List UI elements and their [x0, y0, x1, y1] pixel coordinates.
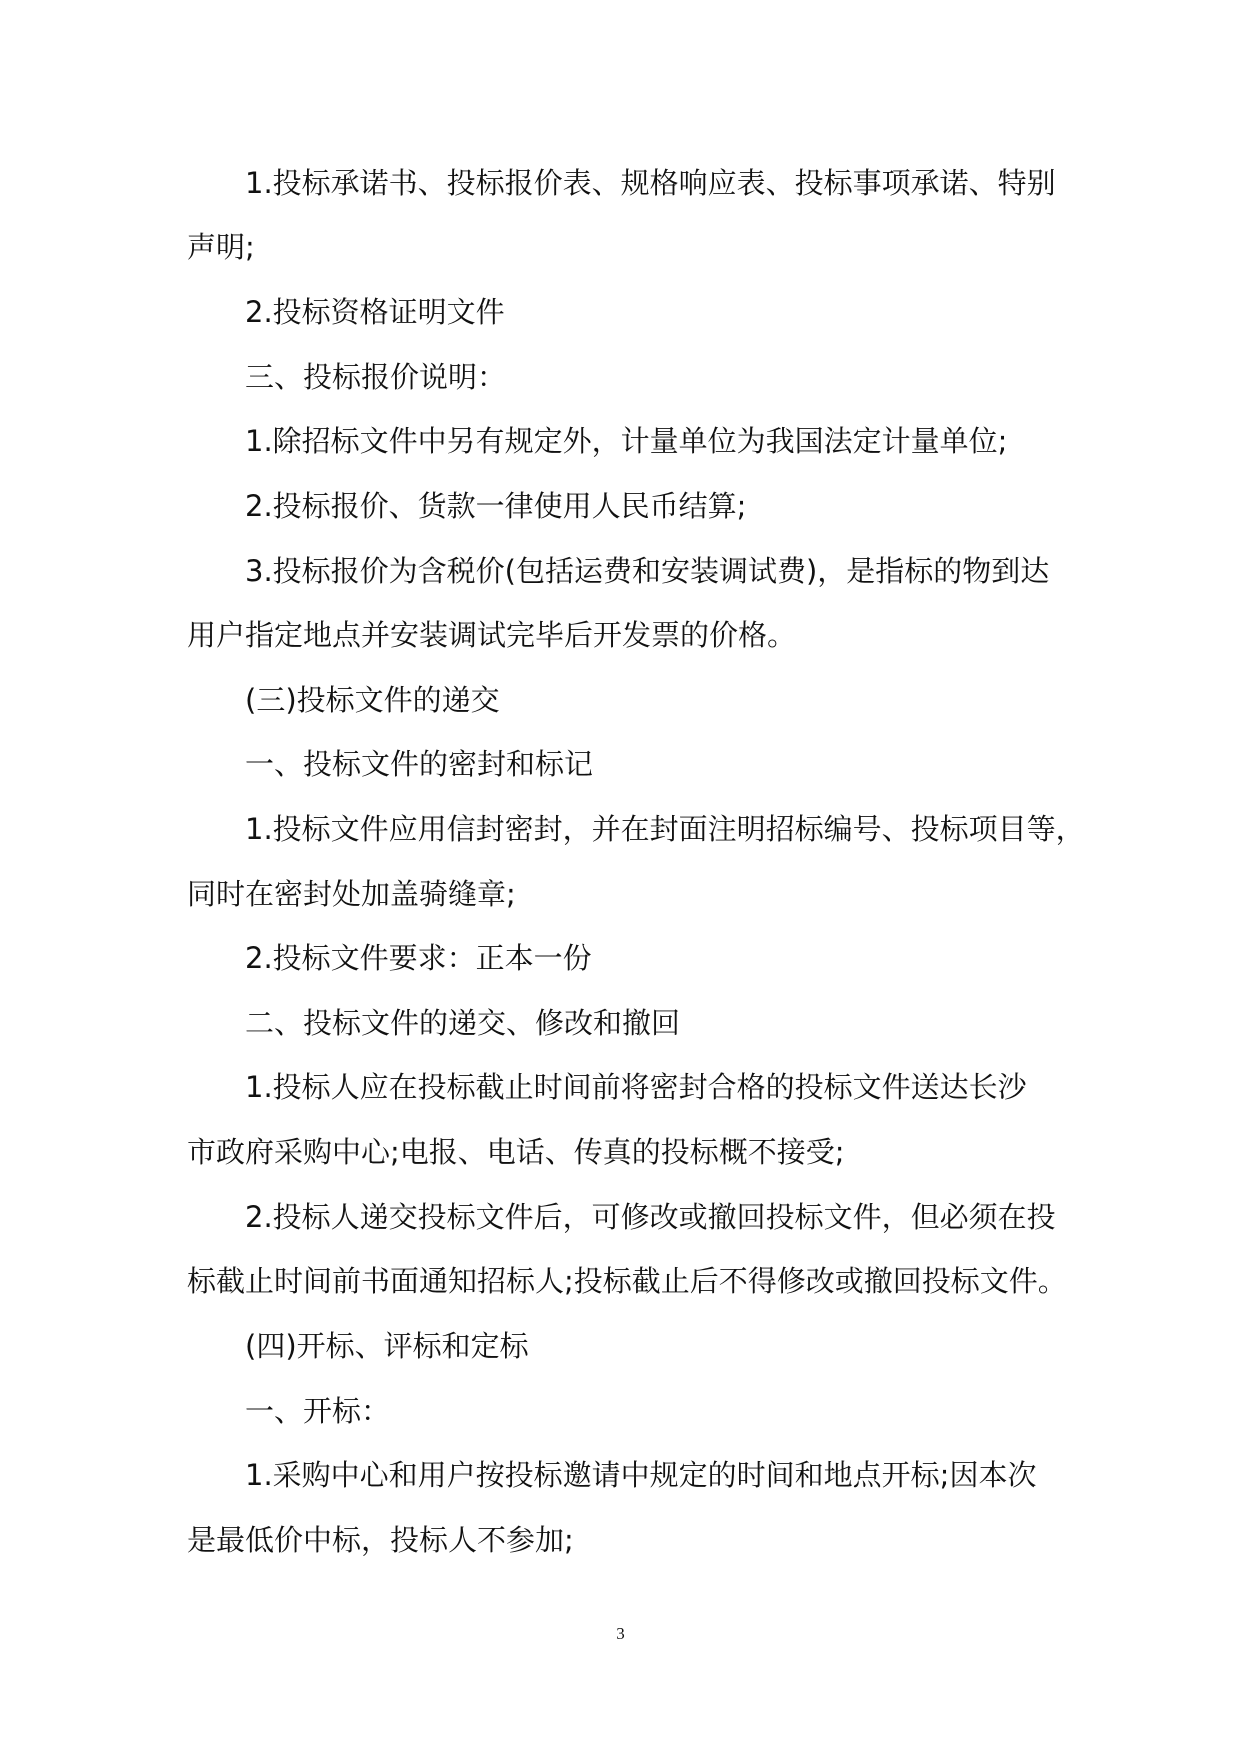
- section-heading: 一、开标：: [245, 1394, 391, 1428]
- paragraph-line: 2.投标人递交投标文件后，可修改或撤回投标文件，但必须在投: [245, 1200, 1056, 1234]
- paragraph-line: 用户指定地点并安装调试完毕后开发票的价格。: [187, 618, 797, 652]
- paragraph-line: 1.采购中心和用户按投标邀请中规定的时间和地点开标;因本次: [245, 1458, 1037, 1492]
- paragraph-line: 声明;: [187, 230, 255, 264]
- section-heading: 一、投标文件的密封和标记: [245, 747, 594, 781]
- paragraph-line: 1.投标承诺书、投标报价表、规格响应表、投标事项承诺、特别: [245, 166, 1056, 200]
- paragraph-line: 同时在密封处加盖骑缝章;: [187, 877, 516, 911]
- section-heading: 三、投标报价说明：: [245, 360, 507, 394]
- section-heading: 二、投标文件的递交、修改和撤回: [245, 1006, 681, 1040]
- section-heading: (三)投标文件的递交: [245, 683, 500, 717]
- paragraph-line: 1.投标文件应用信封密封，并在封面注明招标编号、投标项目等，: [245, 812, 1085, 846]
- paragraph-line: 1.投标人应在投标截止时间前将密封合格的投标文件送达长沙: [245, 1070, 1027, 1104]
- paragraph-line: 1.除招标文件中另有规定外，计量单位为我国法定计量单位;: [245, 424, 1008, 458]
- paragraph-line: 3.投标报价为含税价(包括运费和安装调试费)，是指标的物到达: [245, 554, 1050, 588]
- paragraph-line: 2.投标报价、货款一律使用人民币结算;: [245, 489, 747, 523]
- paragraph-line: 是最低价中标，投标人不参加;: [187, 1523, 574, 1557]
- section-heading: (四)开标、评标和定标: [245, 1329, 529, 1363]
- page-number: 3: [616, 1624, 625, 1643]
- paragraph-line: 市政府采购中心;电报、电话、传真的投标概不接受;: [187, 1135, 845, 1169]
- paragraph-line: 2.投标文件要求：正本一份: [245, 941, 592, 975]
- paragraph-line: 标截止时间前书面通知招标人;投标截止后不得修改或撤回投标文件。: [187, 1264, 1067, 1298]
- paragraph-line: 2.投标资格证明文件: [245, 295, 505, 329]
